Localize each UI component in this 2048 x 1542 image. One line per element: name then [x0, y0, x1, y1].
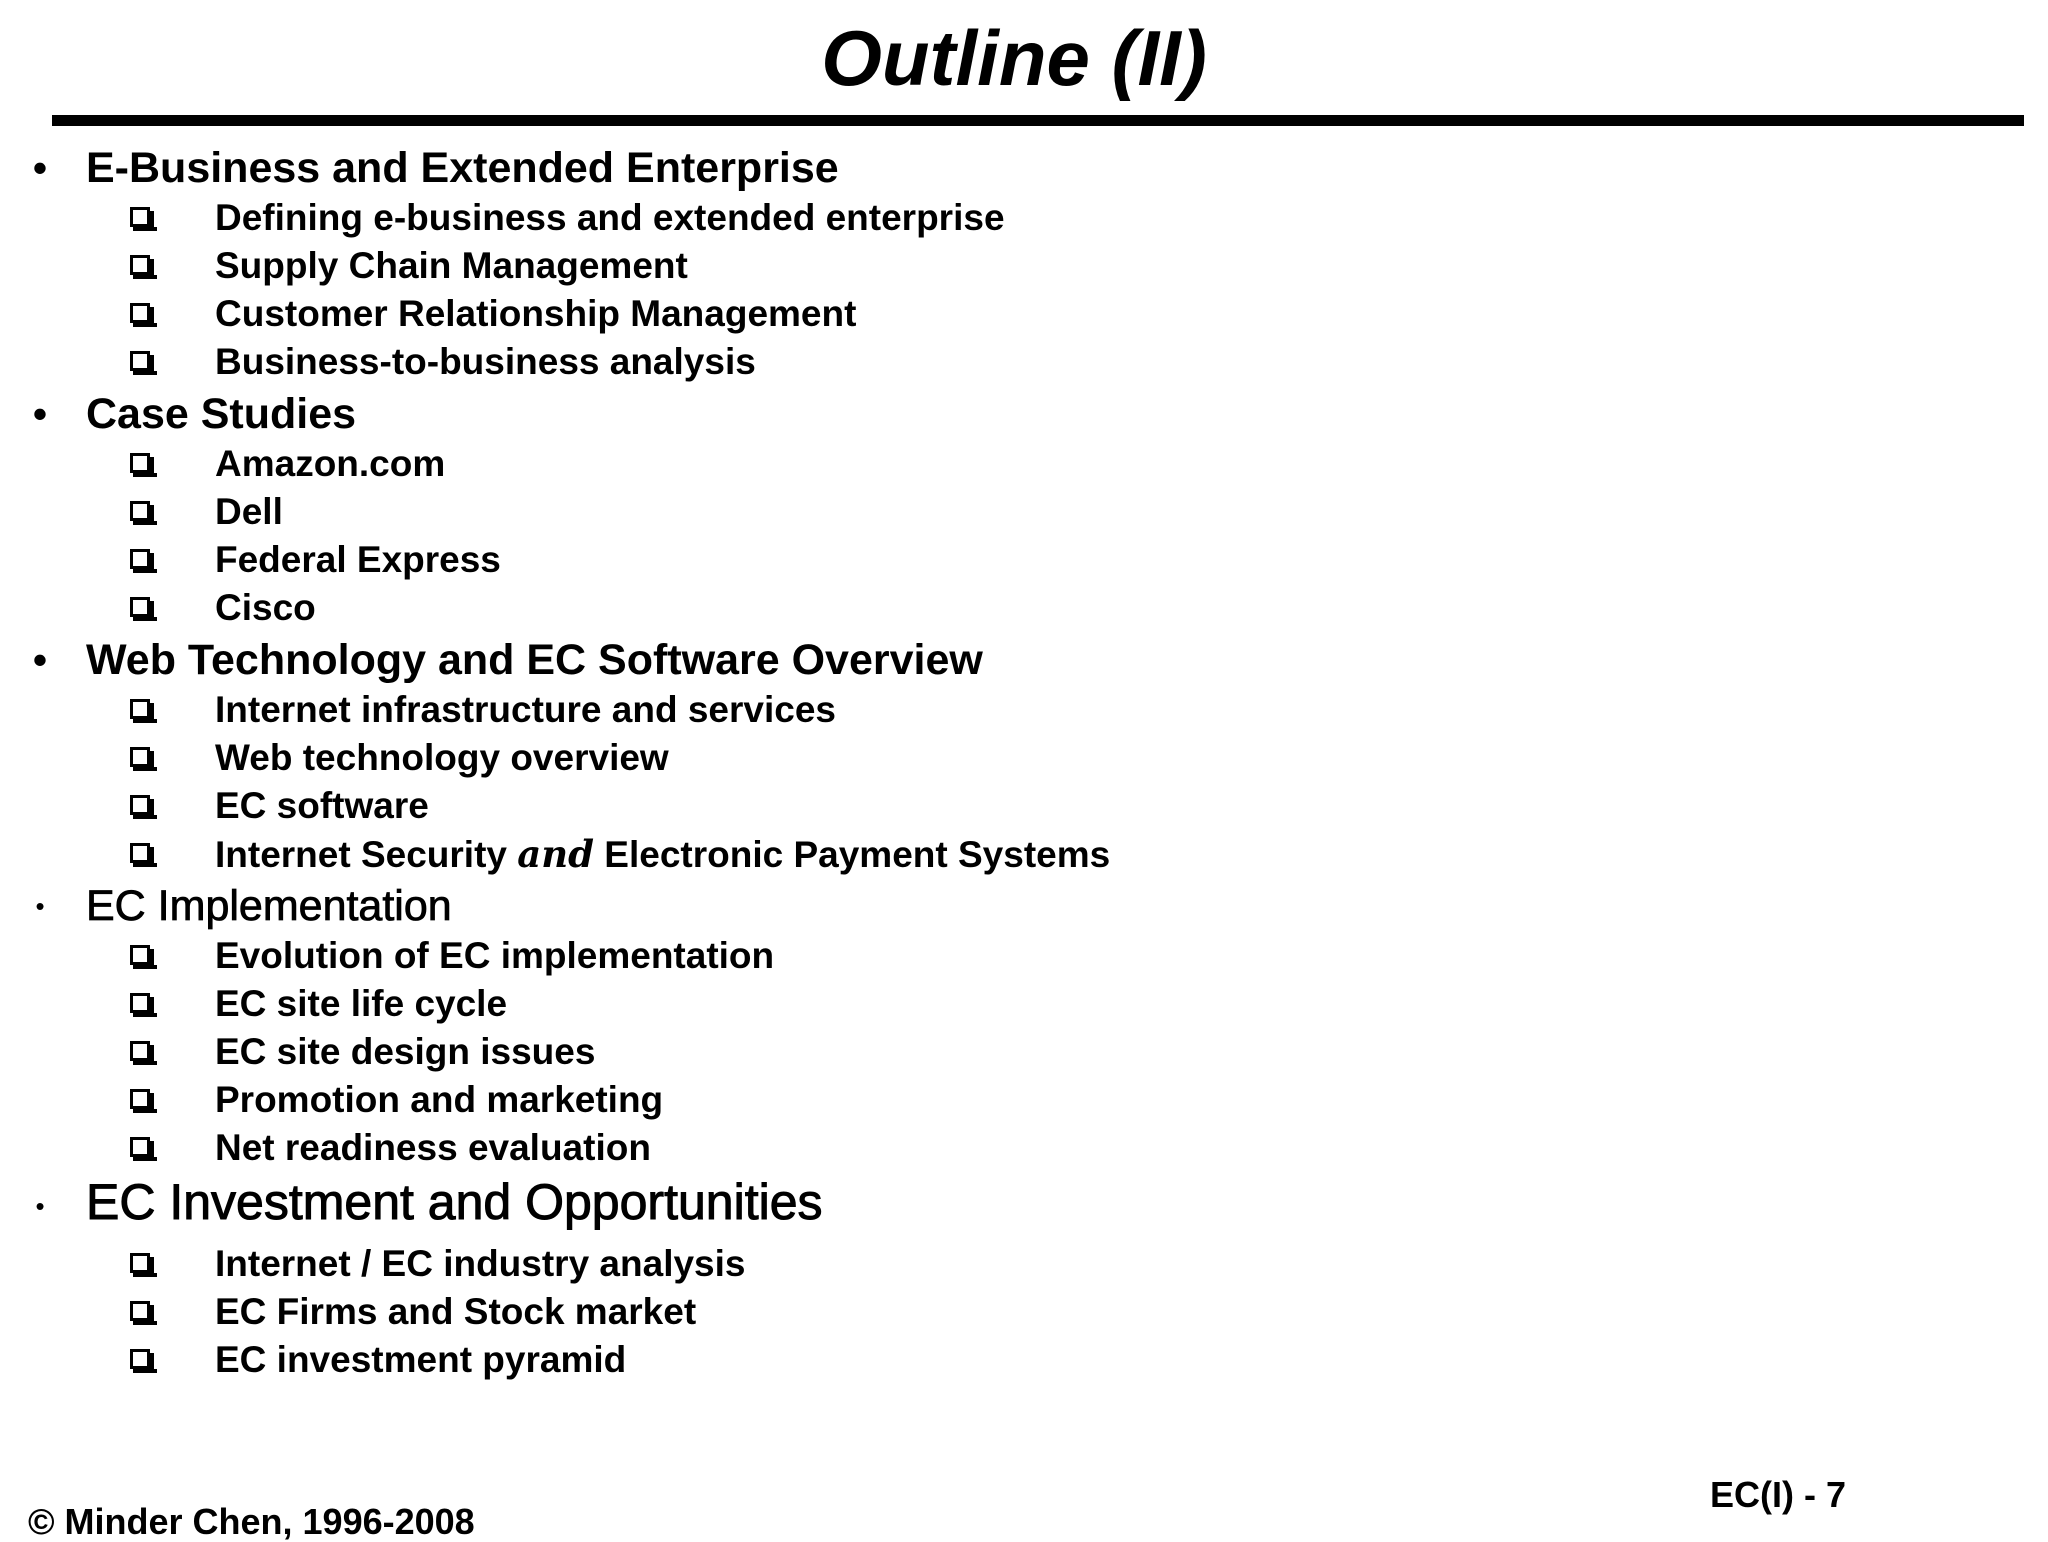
subitem-label [215, 831, 1110, 878]
bullet-icon: • [32, 390, 48, 437]
checkbox-bullet-icon [130, 303, 150, 323]
subitem-label: Web technology overview [215, 737, 669, 778]
subitem-label: Defining e-business and extended enterprise [215, 197, 1005, 238]
subitem-label: Amazon.com [215, 443, 446, 484]
subitem-label: Federal Express [215, 539, 501, 580]
subitem-label: Internet / EC industry analysis [215, 1243, 746, 1284]
subitem-label: Cisco [215, 587, 316, 628]
subitem-label: Evolution of EC implementation [215, 935, 775, 976]
topic-label: EC Implementation [86, 882, 452, 930]
subitem-label: Net readiness evaluation [215, 1127, 651, 1168]
checkbox-bullet-icon [130, 747, 150, 767]
checkbox-bullet-icon [130, 1089, 150, 1109]
checkbox-bullet-icon [130, 1041, 150, 1061]
topic-label: Case Studies [86, 390, 357, 438]
subitem-label: Business-to-business analysis [215, 341, 756, 382]
subitem-label-tail: Electronic Payment Systems [604, 834, 1111, 875]
subitem-label: Supply Chain Management [215, 245, 688, 286]
checkbox-bullet-icon [130, 351, 150, 371]
subitem-label: EC site design issues [215, 1031, 596, 1072]
checkbox-bullet-icon [130, 945, 150, 965]
bullet-icon: • [32, 636, 48, 683]
footer-copyright: © Minder Chen, 1996-2008 [28, 1501, 475, 1542]
subitem-label: Promotion and marketing [215, 1079, 664, 1120]
checkbox-bullet-icon [130, 1253, 150, 1273]
bullet-icon: • [35, 1191, 45, 1221]
checkbox-bullet-icon [130, 993, 150, 1013]
subitem-connector: and [517, 832, 595, 876]
subitem-label: EC site life cycle [215, 983, 508, 1024]
topic-label: Web Technology and EC Software Overview [86, 636, 983, 684]
slide-title: Outline (II) [821, 14, 1207, 102]
checkbox-bullet-icon [130, 453, 150, 473]
subitem-label: EC investment pyramid [215, 1339, 627, 1380]
checkbox-bullet-icon [130, 501, 150, 521]
subitem-label: EC Firms and Stock market [215, 1291, 697, 1332]
checkbox-bullet-icon [130, 795, 150, 815]
checkbox-bullet-icon [130, 1301, 150, 1321]
checkbox-bullet-icon [130, 1137, 150, 1157]
checkbox-bullet-icon [130, 699, 150, 719]
subitem-label: EC software [215, 785, 429, 826]
footer-page-number: EC(I) - 7 [1710, 1474, 1847, 1515]
checkbox-bullet-icon [130, 207, 150, 227]
subitem-label: Internet infrastructure and services [215, 689, 836, 730]
topic-label: E-Business and Extended Enterprise [86, 144, 839, 192]
checkbox-bullet-icon [130, 1349, 150, 1369]
subitem-label: Dell [215, 491, 283, 532]
checkbox-bullet-icon [130, 597, 150, 617]
topic-label: EC Investment and Opportunities [86, 1174, 823, 1230]
bullet-icon: • [35, 891, 45, 921]
subitem-label: Customer Relationship Management [215, 293, 857, 334]
checkbox-bullet-icon [130, 549, 150, 569]
bullet-icon: • [32, 144, 48, 191]
checkbox-bullet-icon [130, 255, 150, 275]
checkbox-bullet-icon [130, 843, 150, 863]
subitem-label-head: Internet Security [215, 834, 507, 875]
